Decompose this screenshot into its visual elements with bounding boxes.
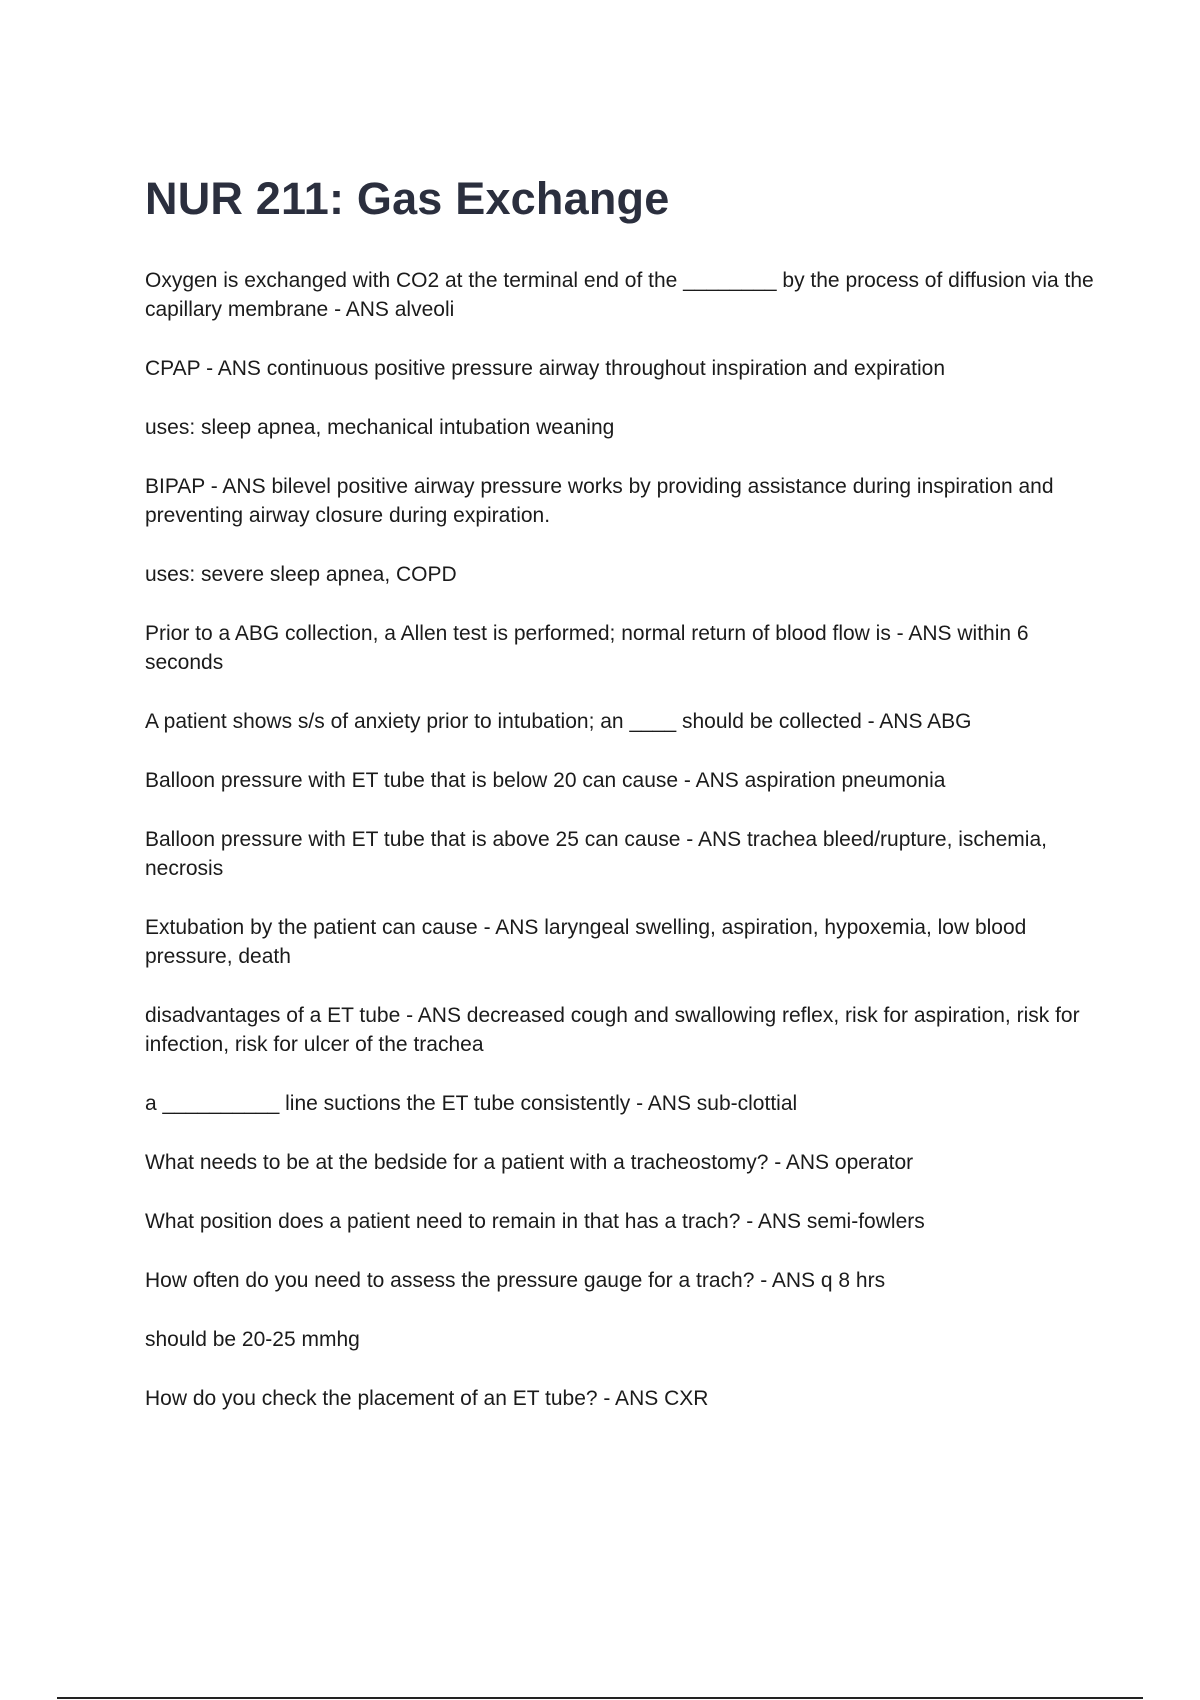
paragraph-gauge-range: should be 20-25 mmhg	[145, 1328, 360, 1351]
page-bottom-divider	[57, 1697, 1143, 1699]
paragraph-bipap: BIPAP - ANS bilevel positive airway pressure works by providing assistance during inspiration and preventing airway closure during expiration.	[145, 475, 1054, 527]
paragraph-et-disadvantages: disadvantages of a ET tube - ANS decreased cough and swallowing reflex, risk for aspiration, risk for infection, risk for ulcer of the trachea	[145, 1004, 1080, 1056]
page-title: NUR 211: Gas Exchange	[145, 173, 670, 224]
paragraph-trach-gauge: How often do you need to assess the pressure gauge for a trach? - ANS q 8 hrs	[145, 1269, 886, 1292]
paragraph-allen-test: Prior to a ABG collection, a Allen test is performed; normal return of blood flow is - ANS within 6 seconds	[145, 622, 1029, 674]
paragraph-et-placement: How do you check the placement of an ET tube? - ANS CXR	[145, 1387, 709, 1410]
paragraph-alveoli: Oxygen is exchanged with CO2 at the terminal end of the ________ by the process of diffusion via the capillary membrane - ANS alveoli	[145, 269, 1094, 321]
paragraph-cpap-uses: uses: sleep apnea, mechanical intubation weaning	[145, 416, 615, 439]
paragraph-trach-position: What position does a patient need to remain in that has a trach? - ANS semi-fowlers	[145, 1210, 925, 1233]
paragraph-extubation: Extubation by the patient can cause - ANS laryngeal swelling, aspiration, hypoxemia, low blood pressure, death	[145, 916, 1027, 968]
paragraph-suction-line: a __________ line suctions the ET tube consistently - ANS sub-clottial	[145, 1092, 798, 1115]
paragraph-balloon-below-20: Balloon pressure with ET tube that is below 20 can cause - ANS aspiration pneumonia	[145, 769, 946, 792]
paragraph-trach-bedside: What needs to be at the bedside for a patient with a tracheostomy? - ANS operator	[145, 1151, 914, 1174]
paragraph-balloon-above-25: Balloon pressure with ET tube that is above 25 can cause - ANS trachea bleed/rupture, ischemia, necrosis	[145, 828, 1047, 880]
paragraph-cpap: CPAP - ANS continuous positive pressure airway throughout inspiration and expiration	[145, 357, 945, 380]
paragraph-anxiety-abg: A patient shows s/s of anxiety prior to intubation; an ____ should be collected - ANS ABG	[145, 710, 972, 733]
paragraph-bipap-uses: uses: severe sleep apnea, COPD	[145, 563, 457, 586]
document-body	[145, 266, 1095, 1443]
